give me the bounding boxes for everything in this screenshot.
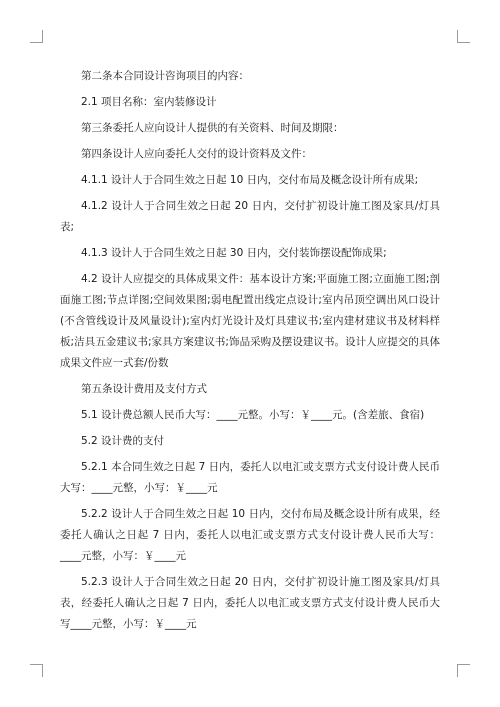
document-body: [60, 66, 440, 640]
crop-mark-top-right: [457, 30, 470, 43]
paragraph-4-1-3: 4.1.3 设计人于合同生效之日起 30 日内，交付装饰摆设配饰成果;: [81, 247, 387, 259]
paragraph-article-5: 第五条设计费用及支付方式: [81, 383, 207, 395]
paragraph-4-1-2: 4.1.2 设计人于合同生效之日起 20 日内，交付扩初设计施工图及家具/灯具表;: [60, 200, 440, 233]
paragraph-5-1: 5.1 设计费总额人民币大写：____元整。小写：￥____元。(含差旅、食宿): [81, 409, 425, 421]
paragraph-5-2-2: 5.2.2 设计人于合同生效之日起 10 日内，交付布局及概念设计所有成果，经委托人确认之日起 7 日内，委托人以电汇或支票方式支付设计费人民币大写：____元整，小写：￥____元: [60, 508, 440, 562]
paragraph-4-1-1: 4.1.1 设计人于合同生效之日起 10 日内，交付布局及概念设计所有成果;: [81, 174, 419, 186]
paragraph-4-2: 4.2 设计人应提交的具体成果文件：基本设计方案;平面施工图;立面施工图;剖面施工图;节点详图;空间效果图;弱电配置出线定点设计;室内吊顶空调出风口设计(不含管线设计及风量设计);室内灯光设计及灯具建议书;室内建材建议书及材料样板;洁具五金建议书;家具方案建议书;饰品采购及摆设建议书。设计人应提交的具体成果文件应一式套/份数: [60, 273, 440, 369]
paragraph-5-2-3: 5.2.3 设计人于合同生效之日起 20 日内，交付扩初设计施工图及家具/灯具表，经委托人确认之日起 7 日内，委托人以电汇或支票方式支付设计费人民币大写____元整，小写：￥____元: [60, 576, 440, 630]
paragraph-article-4: 第四条设计人应向委托人交付的设计资料及文件：: [81, 148, 312, 160]
paragraph-article-2: 第二条本合同设计咨询项目的内容：: [81, 70, 249, 82]
crop-mark-bottom-right: [457, 664, 470, 677]
paragraph-5-2-1: 5.2.1 本合同生效之日起 7 日内，委托人以电汇或支票方式支付设计费人民币大写：____元整，小写：￥____元: [60, 461, 440, 494]
paragraph-article-3: 第三条委托人应向设计人提供的有关资料、时间及期限：: [81, 122, 344, 134]
crop-mark-top-left: [30, 30, 43, 43]
paragraph-2-1: 2.1 项目名称：室内装修设计: [81, 96, 217, 108]
paragraph-5-2: 5.2 设计费的支付: [81, 435, 165, 447]
crop-mark-bottom-left: [30, 664, 43, 677]
